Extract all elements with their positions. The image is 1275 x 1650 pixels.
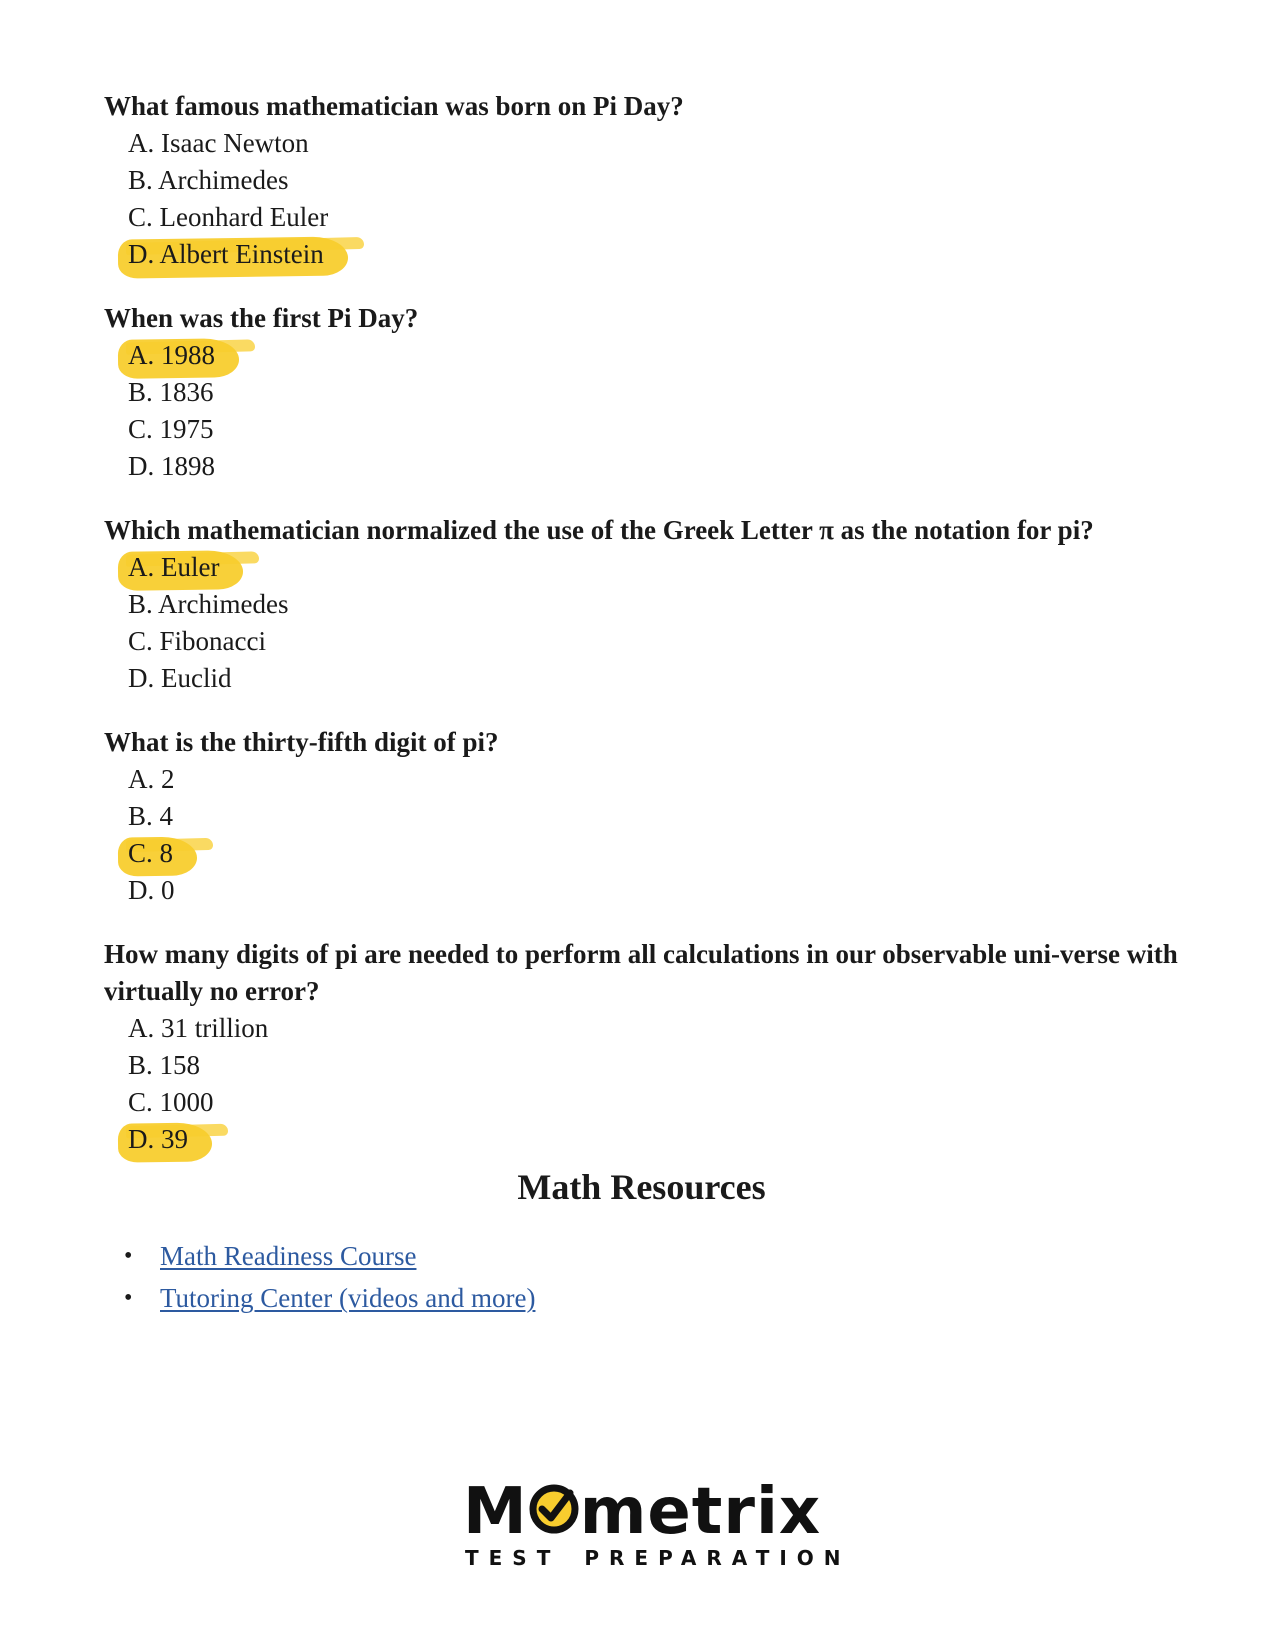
question-block [104,936,1179,1158]
answer-option [128,125,1179,162]
question-block [104,300,1179,485]
answer-options [128,549,1179,697]
tutoring-center-link[interactable]: Tutoring Center (videos and more) [160,1283,536,1313]
answer-option-label: B. Archimedes [128,165,289,195]
answer-option-highlighted [128,549,1179,586]
answer-option [128,586,1179,623]
question-text: When was the first Pi Day? [104,303,419,333]
question-text: What famous mathematician was born on Pi Day? [104,91,684,121]
answer-option-label: B. 1836 [128,377,214,407]
answer-options [128,761,1179,909]
resource-item [124,1235,1179,1277]
question-block [104,724,1179,909]
answer-option-highlighted [128,337,1179,374]
answer-option [128,1047,1179,1084]
answer-option [128,374,1179,411]
answer-options [128,337,1179,485]
answer-option-highlighted [128,236,1179,273]
answer-option [128,411,1179,448]
resource-item [124,1277,1179,1319]
logo-tagline: TEST PREPARATION [465,1546,851,1570]
question-block [104,512,1179,697]
answer-option [128,448,1179,485]
bullet-icon: • [124,1285,133,1311]
question-block [104,88,1179,273]
answer-option [128,1010,1179,1047]
question-text: How many digits of pi are needed to perform all calculations in our observable uni-verse with virtually no error? [104,939,1178,1006]
quiz-section [104,88,1179,1185]
question-text: Which mathematician normalized the use of the Greek Letter π as the notation for pi? [104,515,1094,545]
answer-option [128,798,1179,835]
question-text: What is the thirty-fifth digit of pi? [104,727,499,757]
answer-option-label: D. Euclid [128,663,232,693]
answer-option [128,623,1179,660]
answer-options [128,1010,1179,1158]
answer-option-label: B. 4 [128,801,174,831]
math-resources-heading: Math Resources [517,1167,766,1207]
answer-option-label: C. 1000 [128,1087,214,1117]
answer-option-label: C. 1975 [128,414,214,444]
mometrix-logo [463,1475,851,1570]
answer-option-label: A. Euler [128,549,219,586]
answer-option [128,199,1179,236]
answer-option-highlighted [128,1121,1179,1158]
answer-option-label: C. 8 [128,835,173,872]
answer-option-highlighted [128,835,1179,872]
answer-option-label: A. Isaac Newton [128,128,309,158]
answer-option-label: B. 158 [128,1050,201,1080]
answer-option [128,162,1179,199]
answer-option [128,872,1179,909]
answer-option-label: D. 0 [128,875,175,905]
resource-list [124,1235,1179,1319]
answer-option-label: C. Fibonacci [128,626,266,656]
answer-option-label: D. 1898 [128,451,215,481]
answer-options [128,125,1179,273]
answer-option-label: D. Albert Einstein [128,236,324,273]
answer-option-label: C. Leonhard Euler [128,202,329,232]
answer-option-label: B. Archimedes [128,589,289,619]
answer-option-label: A. 2 [128,764,175,794]
math-readiness-course-link[interactable]: Math Readiness Course [160,1241,417,1271]
answer-option-label: D. 39 [128,1121,188,1158]
answer-option-label: A. 31 trillion [128,1013,269,1043]
answer-option [128,761,1179,798]
math-resources-section [104,1163,1179,1319]
checkmark-circle-icon [528,1481,580,1533]
answer-option-label: A. 1988 [128,337,215,374]
logo-wordmark: M metrix [463,1475,822,1549]
answer-option [128,660,1179,697]
bullet-icon: • [124,1243,133,1269]
answer-option [128,1084,1179,1121]
